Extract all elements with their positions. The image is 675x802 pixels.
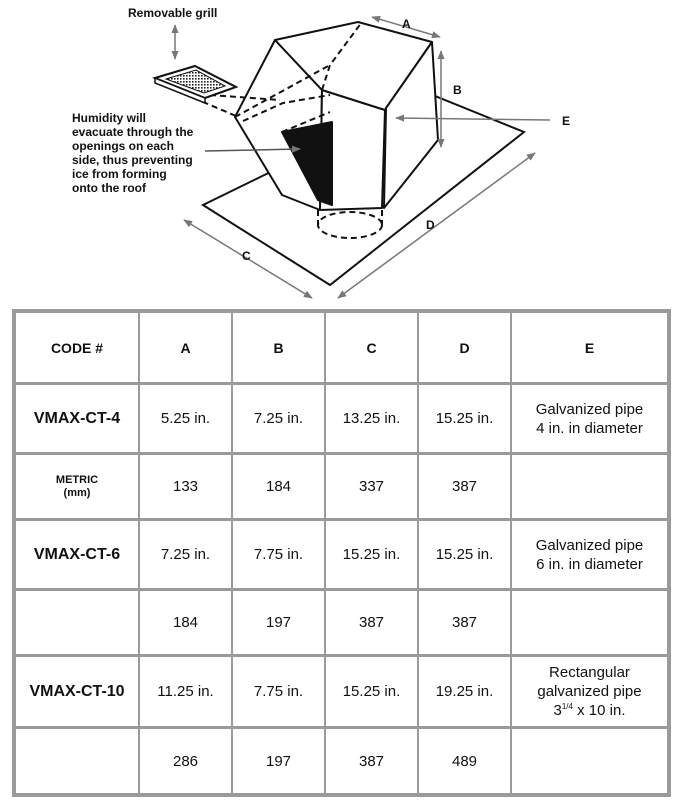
cell-e-rest: x 10 in.: [572, 702, 626, 719]
cell-code: VMAX-CT-10: [16, 657, 140, 729]
metric-unit: (mm): [63, 486, 91, 499]
table-row: [16, 455, 667, 521]
header-code: CODE #: [16, 313, 140, 385]
cell-b: 184: [233, 455, 326, 521]
cell-d: 387: [419, 455, 512, 521]
cell-e-line: galvanized pipe: [537, 683, 642, 700]
table-header-row: [16, 313, 667, 385]
cell-d: 15.25 in.: [419, 521, 512, 591]
removable-grill: [155, 66, 236, 103]
cell-d: 489: [419, 729, 512, 793]
cell-b: 7.25 in.: [233, 385, 326, 455]
roof-vent-diagram: [0, 0, 675, 305]
cell-b: 197: [233, 729, 326, 793]
cell-a: 5.25 in.: [140, 385, 233, 455]
cell-e: [512, 521, 667, 591]
cell-code-metric: [16, 455, 140, 521]
cell-code: [16, 729, 140, 793]
cell-c: 15.25 in.: [326, 657, 419, 729]
cell-c: 387: [326, 729, 419, 793]
cell-a: 133: [140, 455, 233, 521]
table-row: [16, 729, 667, 793]
cell-c: 15.25 in.: [326, 521, 419, 591]
cell-a: 184: [140, 591, 233, 657]
dim-a-label: A: [402, 17, 411, 31]
table-row: [16, 657, 667, 729]
cell-e: [512, 385, 667, 455]
dimensions-table: [12, 309, 671, 797]
header-e: E: [512, 313, 667, 385]
cell-e: [512, 657, 667, 729]
cell-e-line: 4 in. in diameter: [536, 419, 643, 437]
cell-e-line: Galvanized pipe: [535, 400, 644, 418]
cell-e-line: 6 in. in diameter: [536, 555, 643, 573]
dim-c-label: C: [242, 249, 251, 263]
dim-b-label: B: [453, 83, 462, 97]
cell-a: 286: [140, 729, 233, 793]
cell-code: VMAX-CT-6: [16, 521, 140, 591]
cell-a: 11.25 in.: [140, 657, 233, 729]
cell-d: 19.25 in.: [419, 657, 512, 729]
header-a: A: [140, 313, 233, 385]
metric-label: METRIC: [55, 473, 99, 486]
cell-e: [512, 591, 667, 657]
cell-e-fraction: 1/4: [561, 702, 573, 711]
cell-e-line: Galvanized pipe: [535, 536, 644, 554]
cell-code: [16, 591, 140, 657]
cell-d: 15.25 in.: [419, 385, 512, 455]
table-row: [16, 521, 667, 591]
cell-c: 337: [326, 455, 419, 521]
cell-b: 7.75 in.: [233, 657, 326, 729]
cell-e: [512, 455, 667, 521]
header-c: C: [326, 313, 419, 385]
cell-code: VMAX-CT-4: [16, 385, 140, 455]
cell-e: [512, 729, 667, 793]
cell-a: 7.25 in.: [140, 521, 233, 591]
cell-e-base: 3: [553, 702, 562, 719]
cell-c: 13.25 in.: [326, 385, 419, 455]
grill-label: Removable grill: [128, 6, 218, 20]
table-row: [16, 591, 667, 657]
header-d: D: [419, 313, 512, 385]
cell-c: 387: [326, 591, 419, 657]
header-b: B: [233, 313, 326, 385]
table-row: [16, 385, 667, 455]
dim-e-label: E: [562, 114, 571, 128]
cell-d: 387: [419, 591, 512, 657]
cell-e-line: [514, 701, 665, 720]
cell-e-line: Rectangular: [549, 664, 630, 681]
humidity-note: Humidity will evacuate through the openings on each side, thus preventing ice from forming onto the roof: [72, 111, 194, 195]
dim-d-label: D: [426, 218, 435, 232]
cell-b: 7.75 in.: [233, 521, 326, 591]
cell-b: 197: [233, 591, 326, 657]
